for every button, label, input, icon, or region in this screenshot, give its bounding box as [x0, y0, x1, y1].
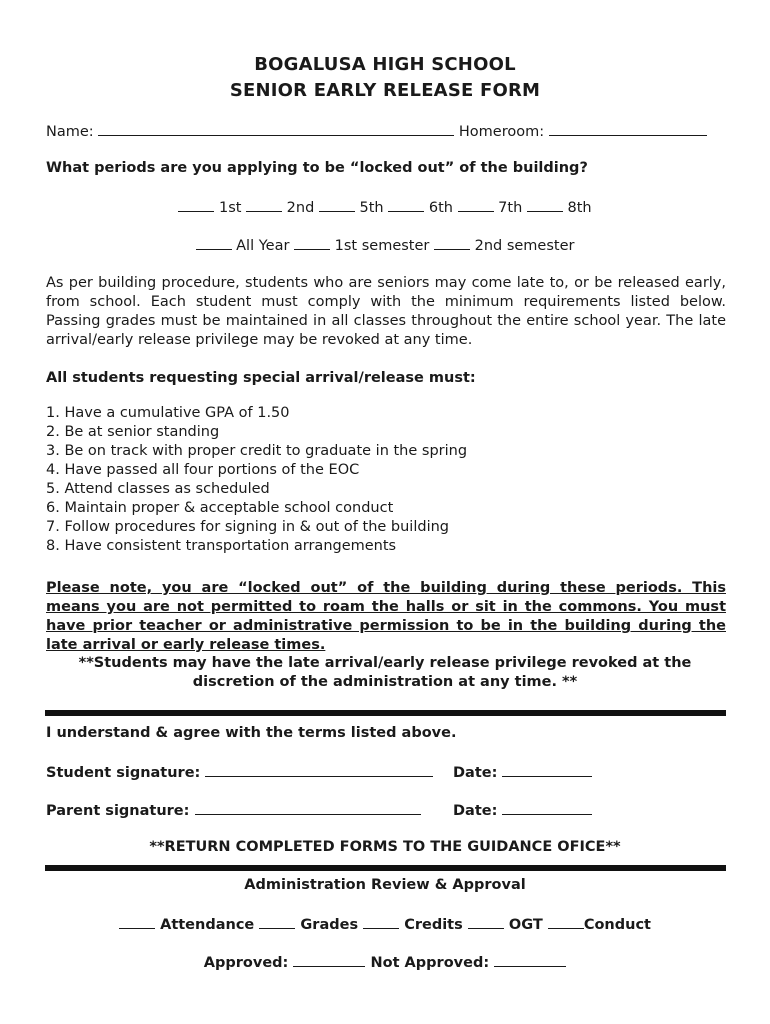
credits-blank[interactable] — [363, 915, 399, 929]
parent-date-label: Date: — [453, 803, 498, 819]
list-item: 5. Attend classes as scheduled — [46, 481, 270, 497]
attendance-blank[interactable] — [119, 915, 155, 929]
term-2nd-semester-label: 2nd semester — [474, 238, 575, 254]
parent-date-field[interactable] — [502, 801, 592, 815]
list-item: 2. Be at senior standing — [46, 424, 220, 440]
ogt-blank[interactable] — [468, 915, 504, 929]
student-date-field[interactable] — [502, 763, 592, 777]
admin-categories — [0, 915, 770, 933]
homeroom-label: Homeroom: — [458, 124, 545, 140]
grades-label: Grades — [300, 917, 359, 933]
parent-signature-label: Parent signature: — [46, 803, 190, 819]
term-1st-semester-blank[interactable] — [294, 236, 330, 250]
credits-label: Credits — [404, 917, 463, 933]
locked-out-notice: Please note, you are “locked out” of the building during these periods. This means you are not permitted to roam the halls or sit in the commons. You must have prior teacher or administrative permission to be in the building during the late arrival or early release times. — [46, 580, 726, 653]
approved-field[interactable] — [293, 953, 365, 967]
parent-signature-row — [46, 801, 421, 819]
period-7th-blank[interactable] — [458, 198, 494, 212]
student-signature-label: Student signature: — [46, 765, 201, 781]
parent-date-row — [453, 801, 592, 819]
period-1st-blank[interactable] — [178, 198, 214, 212]
not-approved-label: Not Approved: — [370, 955, 490, 971]
student-signature-row — [46, 763, 433, 781]
revoke-note-line1: **Students may have the late arrival/early release privilege revoked at the — [78, 655, 692, 671]
requirements-list — [46, 404, 467, 556]
list-item: 4. Have passed all four portions of the EOC — [46, 462, 360, 478]
revoke-note-line2: discretion of the administration at any time. ** — [192, 674, 578, 690]
not-approved-field[interactable] — [494, 953, 566, 967]
grades-blank[interactable] — [259, 915, 295, 929]
agreement-statement: I understand & agree with the terms listed above. — [46, 725, 457, 741]
period-5th-blank[interactable] — [319, 198, 355, 212]
policy-paragraph: As per building procedure, students who are seniors may come late to, or be released early, from school. Each student must comply with the minimum requirements listed below. Passing grades must be maintained in all classes throughout the entire school year. The late arrival/early release privilege may be revoked at any time. — [46, 275, 726, 348]
form-title-school: BOGALUSA HIGH SCHOOL — [254, 54, 516, 75]
return-note: **RETURN COMPLETED FORMS TO THE GUIDANCE OFICE** — [149, 839, 621, 855]
period-1st-label: 1st — [218, 200, 242, 216]
term-options — [0, 236, 770, 254]
list-item: 6. Maintain proper & acceptable school conduct — [46, 500, 394, 516]
student-signature-field[interactable] — [205, 763, 433, 777]
list-item: 8. Have consistent transportation arrangements — [46, 538, 397, 554]
term-1st-semester-label: 1st semester — [334, 238, 430, 254]
parent-signature-field[interactable] — [195, 801, 421, 815]
approval-row — [0, 953, 770, 971]
period-5th-label: 5th — [359, 200, 384, 216]
list-item: 3. Be on track with proper credit to graduate in the spring — [46, 443, 468, 459]
period-8th-label: 8th — [567, 200, 592, 216]
conduct-label: Conduct — [583, 917, 651, 933]
list-item: 1. Have a cumulative GPA of 1.50 — [46, 405, 290, 421]
period-6th-label: 6th — [428, 200, 453, 216]
attendance-label: Attendance — [160, 917, 255, 933]
term-all-year-blank[interactable] — [196, 236, 232, 250]
period-2nd-blank[interactable] — [246, 198, 282, 212]
term-all-year-label: All Year — [236, 238, 290, 254]
admin-divider — [45, 865, 726, 871]
period-2nd-label: 2nd — [286, 200, 315, 216]
name-field[interactable] — [98, 122, 454, 136]
periods-question: What periods are you applying to be “locked out” of the building? — [46, 160, 588, 176]
period-6th-blank[interactable] — [388, 198, 424, 212]
conduct-blank[interactable] — [548, 915, 584, 929]
student-date-row — [453, 763, 592, 781]
term-2nd-semester-blank[interactable] — [434, 236, 470, 250]
list-item: 7. Follow procedures for signing in & out of the building — [46, 519, 449, 535]
period-7th-label: 7th — [498, 200, 523, 216]
section-divider — [45, 710, 726, 716]
form-title-form: SENIOR EARLY RELEASE FORM — [229, 80, 541, 101]
name-row — [46, 122, 707, 140]
student-date-label: Date: — [453, 765, 498, 781]
approved-label: Approved: — [203, 955, 289, 971]
homeroom-field[interactable] — [549, 122, 707, 136]
name-label: Name: — [46, 124, 94, 140]
admin-title: Administration Review & Approval — [244, 877, 526, 893]
period-8th-blank[interactable] — [527, 198, 563, 212]
requirements-heading: All students requesting special arrival/release must: — [46, 370, 476, 386]
ogt-label: OGT — [508, 917, 543, 933]
period-options — [0, 198, 770, 216]
